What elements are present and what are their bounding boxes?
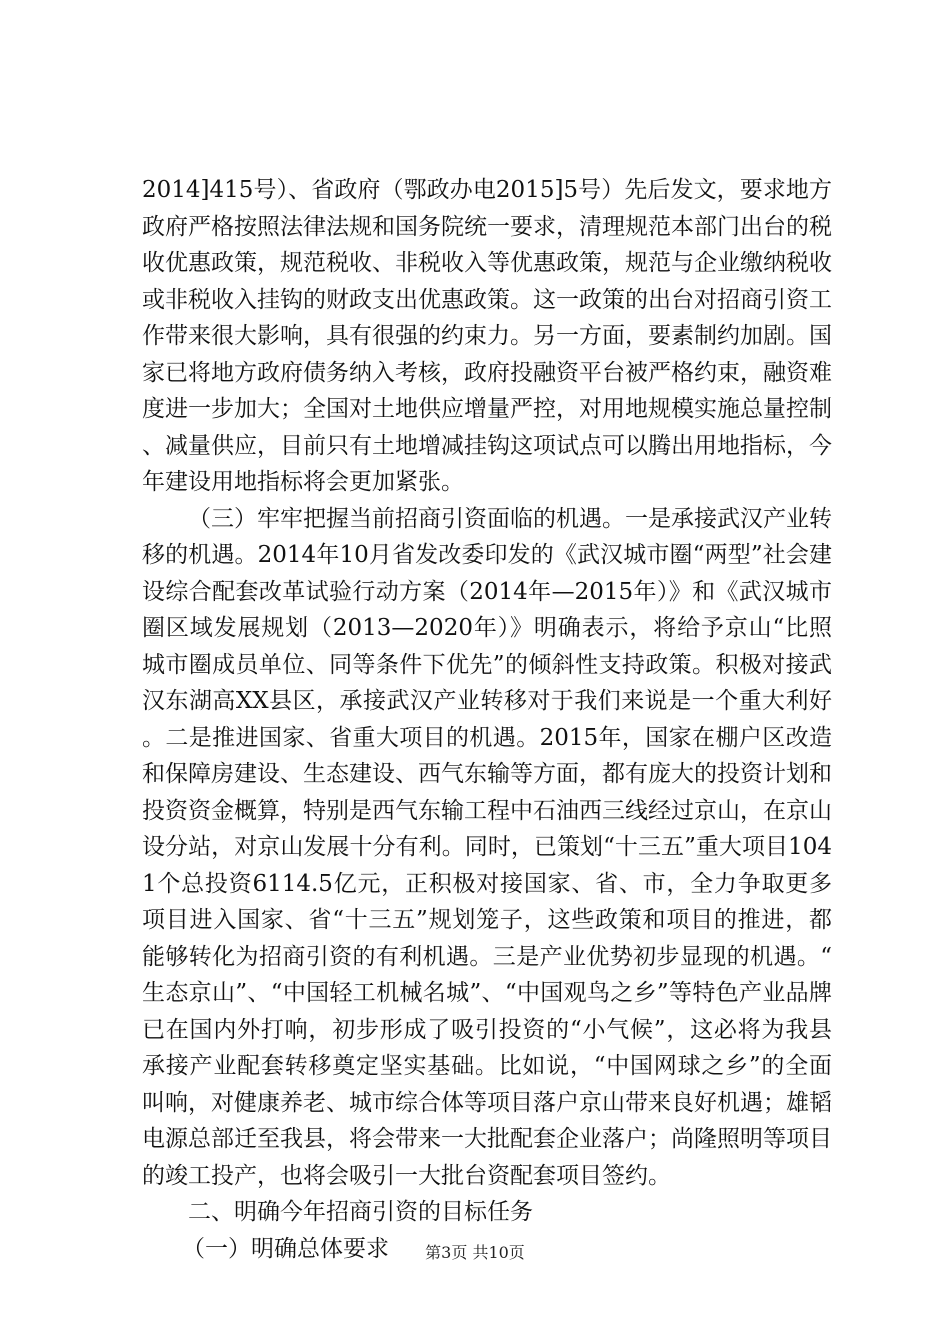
document-body [142,172,832,1267]
paragraph-policy-constraints: 2014]415号）、省政府（鄂政办电2015]5号）先后发文，要求地方政府严格按照法律法规和国务院统一要求，清理规范本部门出台的税收优惠政策，规范税收、非税收入等优惠政策，规范与企业缴纳税收或非税收入挂钩的财政支出优惠政策。这一政策的出台对招商引资工作带来很大影响，具有很强的约束力。另一方面，要素制约加剧。国家已将地方政府债务纳入考核，政府投融资平台被严格约束，融资难度进一步加大；全国对土地供应增量严控，对用地规模实施总量控制、减量供应，目前只有土地增减挂钩这项试点可以腾出用地指标，今年建设用地指标将会更加紧张。 [142,177,832,495]
subsection-heading: （一）明确总体要求 [182,1235,389,1262]
page-number-footer: 第3页 共10页 [425,1243,525,1262]
section-heading: 二、明确今年招商引资的目标任务 [188,1199,533,1225]
paragraph-opportunities: （三）牢牢把握当前招商引资面临的机遇。一是承接武汉产业转移的机遇。2014年10月省发改委印发的《武汉城市圈“两型”社会建设综合配套改革试验行动方案（2014年—2015年）》和《武汉城市圈区域发展规划（2013—2020年）》明确表示，将给予京山“比照城市圈成员单位、同等条件下优先”的倾斜性支持政策。积极对接武汉东湖高XX县区，承接武汉产业转移对于我们来说是一个重大利好。二是推进国家、省重大项目的机遇。2015年，国家在棚户区改造和保障房建设、生态建设、西气东输等方面，都有庞大的投资计划和投资资金概算，特别是西气东输工程中石油西三线经过京山，在京山设分站，对京山发展十分有利。同时，已策划“十三五”重大项目1041个总投资6114.5亿元，正积极对接国家、省、市，全力争取更多项目进入国家、省“十三五”规划笼子，这些政策和项目的推进，都能够转化为招商引资的有利机遇。三是产业优势初步显现的机遇。“生态京山”、“中国轻工机械名城”、“中国观鸟之乡”等特色产业品牌已在国内外打响，初步形成了吸引投资的“小气候”，这必将为我县承接产业配套转移奠定坚实基础。比如说，“中国网球之乡”的全面叫响，对健康养老、城市综合体等项目落户京山带来良好机遇；雄韬电源总部迁至我县，将会带来一大批配套企业落户；尚隆照明等项目的竣工投产，也将会吸引一大批台资配套项目签约。 [142,505,832,1189]
